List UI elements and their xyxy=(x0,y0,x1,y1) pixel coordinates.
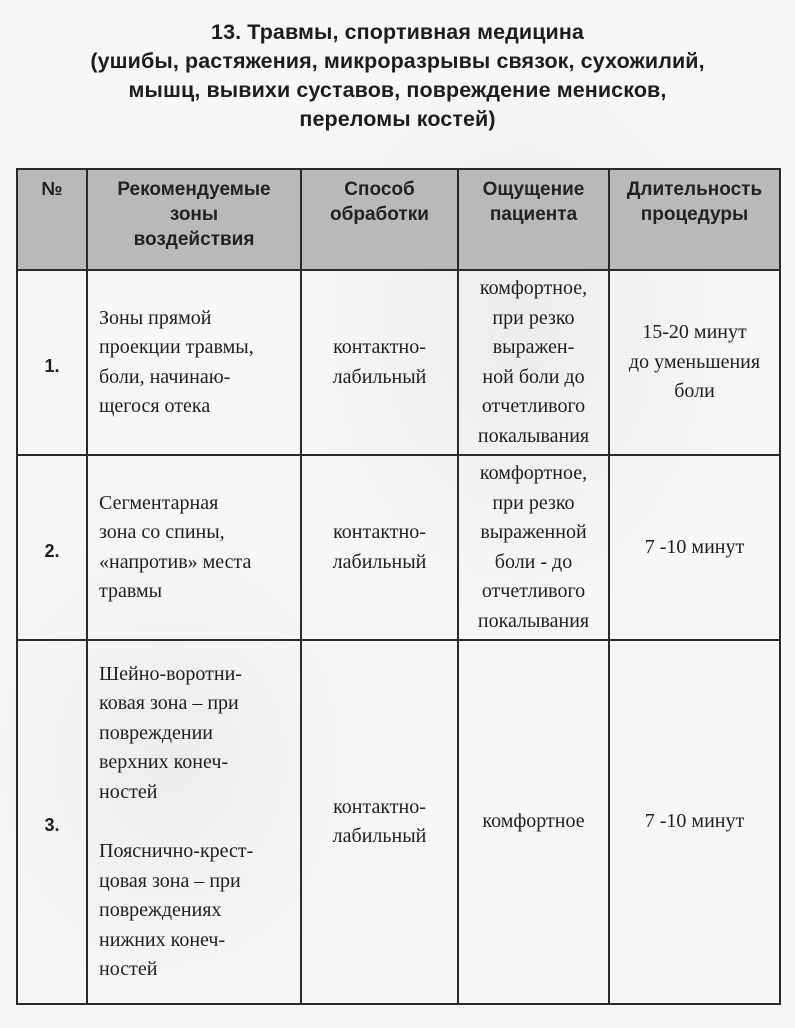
sensation-line: отчетливого xyxy=(481,580,586,602)
header-line: Способ xyxy=(344,179,415,200)
header-line: зоны xyxy=(169,204,219,225)
row-duration xyxy=(609,640,780,1004)
zone-line: ностей xyxy=(99,958,158,980)
sensation-line: покалывания xyxy=(477,424,590,447)
sensation-line: при резко xyxy=(492,491,575,514)
title-line: 13. Травмы, спортивная медицина xyxy=(211,20,584,44)
duration-line: до уменьшения xyxy=(628,350,761,373)
row-duration xyxy=(609,455,780,640)
zone-line: ностей xyxy=(99,780,158,803)
method-line: лабильный xyxy=(332,550,427,573)
title-line: мышц, вывихи суставов, повреждение менисков, xyxy=(128,78,667,102)
zone-line: зона со спины, xyxy=(99,521,225,543)
table-row xyxy=(17,270,780,455)
header-zones xyxy=(87,169,301,270)
table-row xyxy=(17,455,780,640)
sensation-line: ной боли до xyxy=(482,365,585,388)
zone-line: Сегментарная xyxy=(99,491,219,514)
document-title xyxy=(0,18,795,134)
row-sensation xyxy=(458,640,609,1004)
row-sensation xyxy=(458,455,609,640)
header-line: Рекомендуемые xyxy=(117,179,271,200)
row-duration xyxy=(609,270,780,455)
zone-line: цовая зона – при xyxy=(99,869,241,892)
header-line: обработки xyxy=(330,204,429,225)
header-line: Ощущение xyxy=(482,179,585,200)
row-method xyxy=(301,270,458,455)
row-method xyxy=(301,455,458,640)
sensation-line: отчетливого xyxy=(481,395,586,417)
zone-line: повреждениях xyxy=(99,899,222,921)
header-duration xyxy=(609,169,780,270)
zone-line: Шейно-воротни- xyxy=(99,662,242,685)
header-line: № xyxy=(41,179,63,200)
row-number: 2. xyxy=(17,455,87,640)
zone-line: щегося отека xyxy=(99,395,211,417)
row-zones xyxy=(87,640,301,1004)
header-line: воздействия xyxy=(133,229,255,250)
header-sensation xyxy=(458,169,609,270)
zone-line: нижних конеч- xyxy=(99,928,226,951)
zone-line: Пояснично-крест- xyxy=(99,840,254,862)
sensation-line: покалывания xyxy=(477,609,590,632)
title-line: (ушибы, растяжения, микроразрывы связок, сухожилий, xyxy=(90,49,705,73)
zone-line: проекции травмы, xyxy=(99,336,254,358)
sensation-line: комфортное, xyxy=(479,462,588,484)
sensation-line: выраженной xyxy=(480,521,587,543)
zone-line: верхних конеч- xyxy=(99,751,229,773)
zone-line: повреждении xyxy=(99,721,214,744)
sensation-line: при резко xyxy=(492,306,575,329)
zone-spacer xyxy=(99,807,294,837)
zone-line: травмы xyxy=(99,580,163,602)
treatment-table xyxy=(16,168,781,1005)
row-zones xyxy=(87,455,301,640)
sensation-line: боли - до xyxy=(494,550,573,573)
zone-line: «напротив» места xyxy=(99,550,252,573)
sensation-line: выражен- xyxy=(492,336,575,358)
header-line: процедуры xyxy=(640,204,749,225)
method-line: контактно- xyxy=(333,795,426,818)
zone-line: боли, начинаю- xyxy=(99,365,231,388)
header-method xyxy=(301,169,458,270)
row-number: 1. xyxy=(17,270,87,455)
sensation-line: комфортное, xyxy=(479,277,588,299)
method-line: контактно- xyxy=(333,521,426,543)
duration-line: 7 -10 минут xyxy=(644,810,745,833)
header-line: пациента xyxy=(489,204,578,225)
duration-line: боли xyxy=(674,380,715,403)
row-zones xyxy=(87,270,301,455)
table-row xyxy=(17,640,780,1004)
zone-line: ковая зона – при xyxy=(99,692,239,714)
header-number xyxy=(17,169,87,270)
row-method xyxy=(301,640,458,1004)
method-line: лабильный xyxy=(332,365,427,388)
row-sensation xyxy=(458,270,609,455)
zone-line: Зоны прямой xyxy=(99,306,212,329)
method-line: контактно- xyxy=(333,336,426,358)
table-header-row xyxy=(17,169,780,270)
method-line: лабильный xyxy=(332,825,427,847)
title-line: переломы костей) xyxy=(299,107,496,131)
duration-line: 15-20 минут xyxy=(642,321,747,344)
header-line: Длительность xyxy=(626,179,763,200)
row-number: 3. xyxy=(17,640,87,1004)
duration-line: 7 -10 минут xyxy=(644,535,745,558)
sensation-line: комфортное xyxy=(482,810,585,833)
